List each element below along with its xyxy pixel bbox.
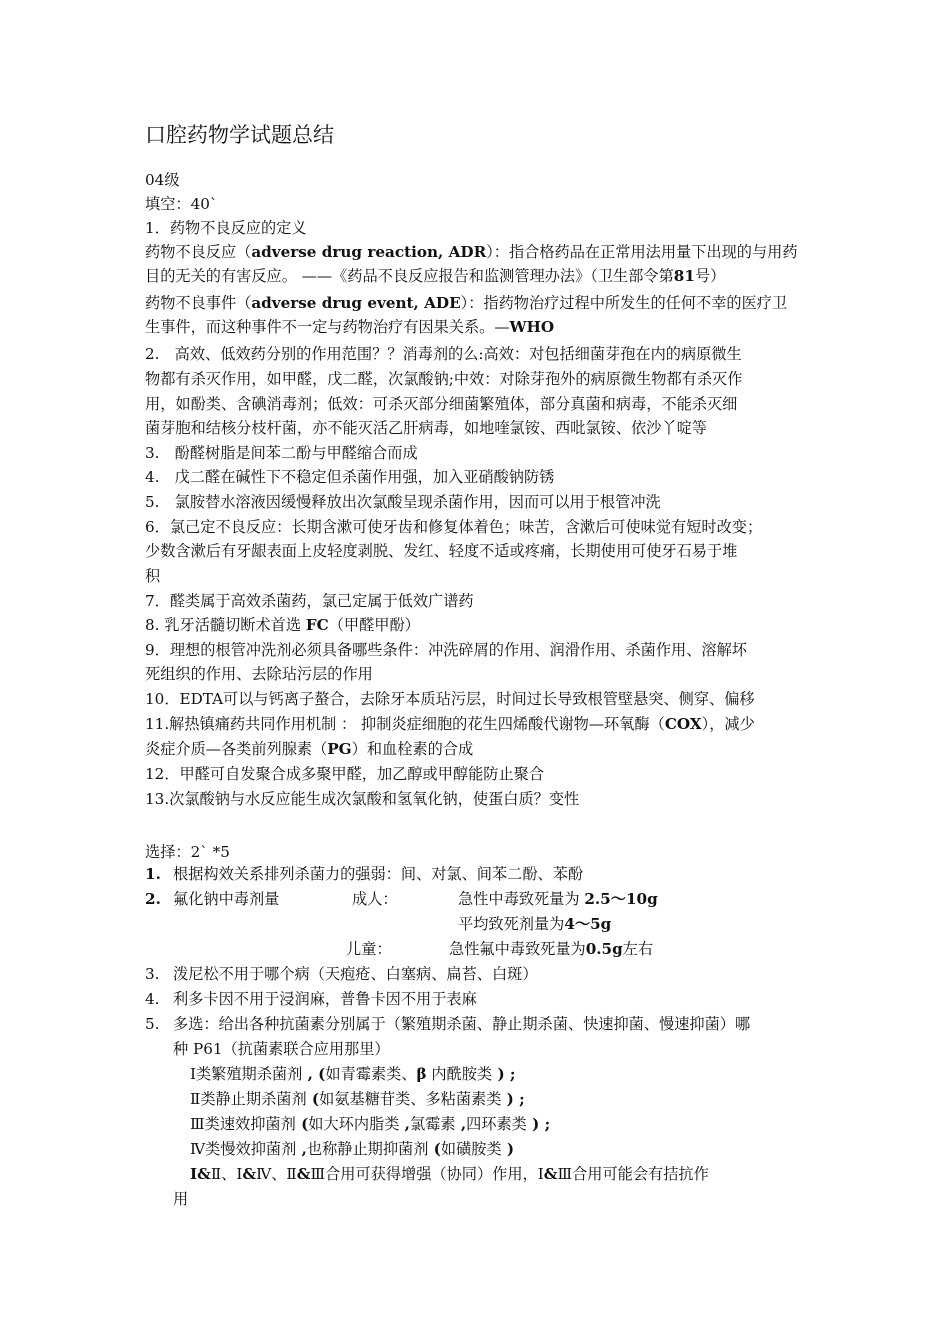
fill-item-9-line-2: 死组织的作用、去除玷污层的作用 bbox=[145, 665, 373, 683]
doc-title: 口腔药物学试题总结 bbox=[145, 123, 334, 147]
fill-section-header: 填空：40` bbox=[145, 195, 218, 213]
select-item-2-child-acute: 急性氟中毒致死量为0.5g左右 bbox=[449, 940, 654, 958]
fill-item-1-who-line: 生事件，而这种事件不一定与药物治疗有因果关系。—WHO bbox=[145, 318, 555, 336]
fill-item-6-line-2: 少数含漱后有牙龈表面上皮轻度剥脱、发红、轻度不适或疼痛，长期使用可使牙石易于堆 bbox=[145, 542, 738, 560]
select-item-3: 3. 泼尼松不用于哪个病（天疱疮、白塞病、扁苔、白斑） bbox=[145, 965, 538, 983]
select-section-header: 选择：2` *5 bbox=[145, 843, 230, 861]
fill-item-9-line-1: 9．理想的根管冲洗剂必须具备哪些条件：冲洗碎屑的作用、润滑作用、杀菌作用、溶解坏 bbox=[145, 641, 747, 659]
select-item-1: 1. 根据构效关系排列杀菌力的强弱：间、对氯、间苯二酚、苯酚 bbox=[145, 865, 584, 883]
antibiotic-class-3: Ⅲ类速效抑菌剂 (如大环内脂类 ,氯霉素 ,四环素类 ) ; bbox=[190, 1115, 551, 1133]
antibiotic-class-2: Ⅱ类静止期杀菌剂 (如氨基糖苷类、多粘菌素类 ) ; bbox=[190, 1090, 525, 1108]
select-item-5-line-1: 5. 多选：给出各种抗菌素分别属于（繁殖期杀菌、静止期杀菌、快速抑菌、慢速抑菌）哪 bbox=[145, 1015, 751, 1033]
antibiotic-combination-line-1: Ⅰ&Ⅱ、Ⅰ&Ⅳ、Ⅱ&Ⅲ合用可获得增强（协同）作用，Ⅰ&Ⅲ合用可能会有拮抗作 bbox=[190, 1165, 709, 1183]
fill-item-3: 3. 酚醛树脂是间苯二酚与甲醛缩合而成 bbox=[145, 444, 418, 462]
antibiotic-class-1: Ⅰ类繁殖期杀菌剂 , (如青霉素类、β 内酰胺类 ) ; bbox=[190, 1065, 516, 1083]
fill-item-5: 5. 氯胺替水溶液因缓慢释放出次氯酸呈现杀菌作用，因而可以用于根管冲洗 bbox=[145, 493, 661, 511]
fill-item-1-source-line: 目的无关的有害反应。 ——《药品不良反应报告和监测管理办法》（卫生部令第81号） bbox=[145, 267, 726, 285]
fill-item-2-line-4: 菌芽胞和结核分枝杆菌，亦不能灭活乙肝病毒，如地喹氯铵、西吡氯铵、依沙丫啶等 bbox=[145, 419, 707, 437]
fill-item-10: 10．EDTA可以与钙离子螯合，去除牙本质玷污层，时间过长导致根管壁悬突、侧穿、偏移 bbox=[145, 690, 755, 708]
fill-item-1: 1．药物不良反应的定义 bbox=[145, 219, 307, 237]
select-item-2-adult-average: 平均致死剂量为4～5g bbox=[458, 915, 612, 933]
grade-label: 04级 bbox=[145, 171, 180, 189]
fill-item-1-adr-line: 药物不良反应（adverse drug reaction, ADR）：指合格药品在正常用法用量下出现的与用药 bbox=[145, 243, 798, 261]
select-item-2-child-label: 儿童： bbox=[346, 940, 392, 958]
fill-item-6-line-3: 积 bbox=[145, 567, 161, 585]
fill-item-12: 12．甲醛可自发聚合成多聚甲醛，加乙醇或甲醇能防止聚合 bbox=[145, 765, 545, 783]
fill-item-13: 13.次氯酸钠与水反应能生成次氯酸和氢氧化钠，使蛋白质？变性 bbox=[145, 790, 580, 808]
fill-item-8: 8. 乳牙活髓切断术首选 FC（甲醛甲酚） bbox=[145, 616, 420, 634]
antibiotic-class-4: Ⅳ类慢效抑菌剂 ,也称静止期抑菌剂 (如磺胺类 ) bbox=[190, 1140, 515, 1158]
select-item-2-adult-acute: 急性中毒致死量为 2.5～10g bbox=[458, 890, 658, 908]
fill-item-11-line-2: 炎症介质—各类前列腺素（PG）和血栓素的合成 bbox=[145, 740, 474, 758]
fill-item-4: 4. 戊二醛在碱性下不稳定但杀菌作用强，加入亚硝酸钠防锈 bbox=[145, 468, 555, 486]
select-item-2: 2. 氟化钠中毒剂量 bbox=[145, 890, 280, 908]
fill-item-7: 7．醛类属于高效杀菌药，氯己定属于低效广谱药 bbox=[145, 592, 474, 610]
fill-item-1-ade-line: 药物不良事件（adverse drug event, ADE）：指药物治疗过程中所发生的任何不幸的医疗卫 bbox=[145, 294, 788, 312]
fill-item-11-line-1: 11.解热镇痛药共同作用机制 ： 抑制炎症细胞的花生四烯酸代谢物—环氧酶（COX），减少 bbox=[145, 715, 755, 733]
select-item-2-adult-label: 成人： bbox=[352, 890, 398, 908]
select-item-5-line-2: 种 P61（抗菌素联合应用那里） bbox=[173, 1040, 390, 1058]
antibiotic-combination-line-2: 用 bbox=[173, 1190, 189, 1208]
select-item-4: 4. 利多卡因不用于浸润麻，普鲁卡因不用于表麻 bbox=[145, 990, 477, 1008]
fill-item-6-line-1: 6．氯己定不良反应：长期含漱可使牙齿和修复体着色；味苦，含漱后可使味觉有短时改变； bbox=[145, 518, 763, 536]
fill-item-2-line-1: 2. 高效、低效药分别的作用范围？？消毒剂的么:高效：对包括细菌芽孢在内的病原微生 bbox=[145, 345, 742, 363]
fill-item-2-line-3: 用，如酚类、含碘消毒剂；低效：可杀灭部分细菌繁殖体，部分真菌和病毒，不能杀灭细 bbox=[145, 395, 738, 413]
fill-item-2-line-2: 物都有杀灭作用，如甲醛，戊二醛，次氯酸钠;中效：对除芽孢外的病原微生物都有杀灭作 bbox=[145, 370, 743, 388]
